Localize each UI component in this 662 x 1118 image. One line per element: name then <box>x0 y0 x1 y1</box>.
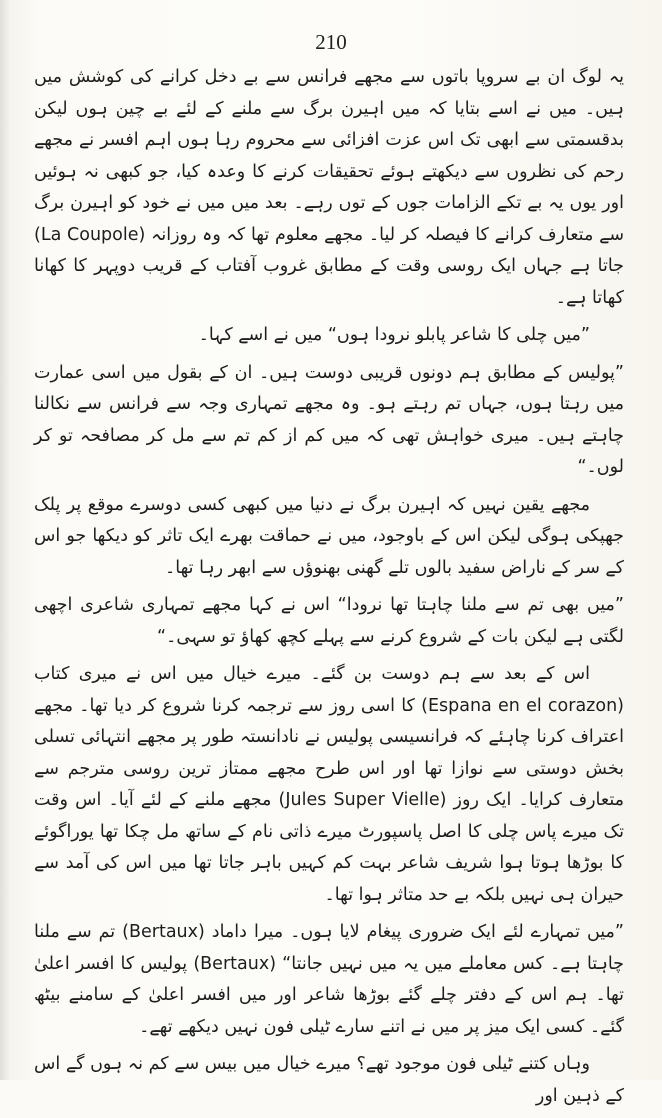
paragraph-4: مجھے یقین نہیں کہ اہیرن برگ نے دنیا میں کبھی کسی دوسرے موقع پر پلک جھپکی ہوگی لیکن اس کے باوجود، میں نے حماقت بھرے ایک تاثر کو دیکھا جو اس کے سر کے ناراض سفید بالوں تلے گھنی بھنوؤں سے ابھر رہا تھا۔ <box>34 494 624 578</box>
paragraph-2: ”میں چلی کا شاعر پابلو نرودا ہوں“ میں نے اسے کہا۔ <box>198 325 590 345</box>
paragraph-1: یہ لوگ ان بے سروپا باتوں سے مجھے فرانس سے بے دخل کرانے کی کوشش میں ہیں۔ میں نے اسے بتایا کہ میں اہیرن برگ سے ملنے کے لئے بے چین ہوں لیکن بدقسمتی سے ابھی تک اس عزت افزائی سے محروم رہا ہوں اہم افسر نے مجھے رحم کی نظروں سے دیکھتے ہوئے تحقیقات کرنے کا وعدہ کیا، جو کبھی نہ ہوئیں اور یوں یہ بے تکے الزامات جوں کے توں رہے۔ بعد میں میں نے خود کو اہیرن برگ سے متعارف کرانے کا فیصلہ کر لیا۔ مجھے معلوم تھا کہ وہ روزانہ (La Coupole) جاتا ہے جہاں ایک روسی وقت کے مطابق غروب آفتاب کے قریب دوپہر کا کھانا کھاتا ہے۔ <box>34 67 624 308</box>
paragraph-8: وہاں کتنے ٹیلی فون موجود تھے؟ میرے خیال میں بیس سے کم نہ ہوں گے اس کے ذہین اور <box>34 1054 624 1106</box>
paragraph-3: ”پولیس کے مطابق ہم دونوں قریبی دوست ہیں۔ ان کے بقول میں اسی عمارت میں رہتا ہوں، جہاں تم رہتے ہو۔ وہ مجھے تمہاری وجہ سے فرانس سے نکالنا چاہتے ہیں۔ میری خواہش تھی کہ میں کم از کم تم سے مل کر مصافحہ تو کر لوں۔“ <box>34 362 624 477</box>
page-binding-shadow <box>0 0 10 1080</box>
page-number: 210 <box>315 30 347 54</box>
paragraph-7: ”میں تمہارے لئے ایک ضروری پیغام لایا ہوں۔ میرا داماد (Bertaux) تم سے ملنا چاہتا ہے۔ کس معاملے میں یہ میں نہیں جانتا“ (Bertaux) پولیس کا افسر اعلیٰ تھا۔ ہم اس کے دفتر چلے گئے بوڑھا شاعر اور میں افسر اعلیٰ کے سامنے بیٹھ گئے۔ کسی ایک میز پر میں نے اتنے سارے ٹیلی فون نہیں دیکھے تھے۔ <box>34 922 624 1037</box>
paragraph-5: ”میں بھی تم سے ملنا چاہتا تھا نرودا“ اس نے کہا مجھے تمہاری شاعری اچھی لگتی ہے لیکن بات کے شروع کرنے سے پہلے کچھ کھاؤ تو سہی۔“ <box>34 595 624 647</box>
paragraph-6: اس کے بعد سے ہم دوست بن گئے۔ میرے خیال میں اس نے میری کتاب (Espana en el corazon) کا اسی روز سے ترجمہ کرنا شروع کر دیا تھا۔ مجھے اعتراف کرنا چاہئے کہ فرانسیسی پولیس نے نادانستہ طور پر مجھے انتہائی تسلی بخش دوستی سے نوازا تھا اور اس طرح مجھے ممتاز ترین روسی مترجم سے متعارف کرایا۔ ایک روز (Jules Super Vielle) مجھے ملنے کے لئے آیا۔ اس وقت تک میرے پاس چلی کا اصل پاسپورٹ میرے ذاتی نام کے ساتھ مل چکا تھا یوراگوئے کا بوڑھا ہوتا ہوا شریف شاعر بہت کم کہیں باہر جاتا تھا میں اس کی آمد سے حیران ہی نہیں بلکہ بے حد متاثر ہوا تھا۔ <box>34 664 624 905</box>
page-body-text <box>34 62 624 1118</box>
